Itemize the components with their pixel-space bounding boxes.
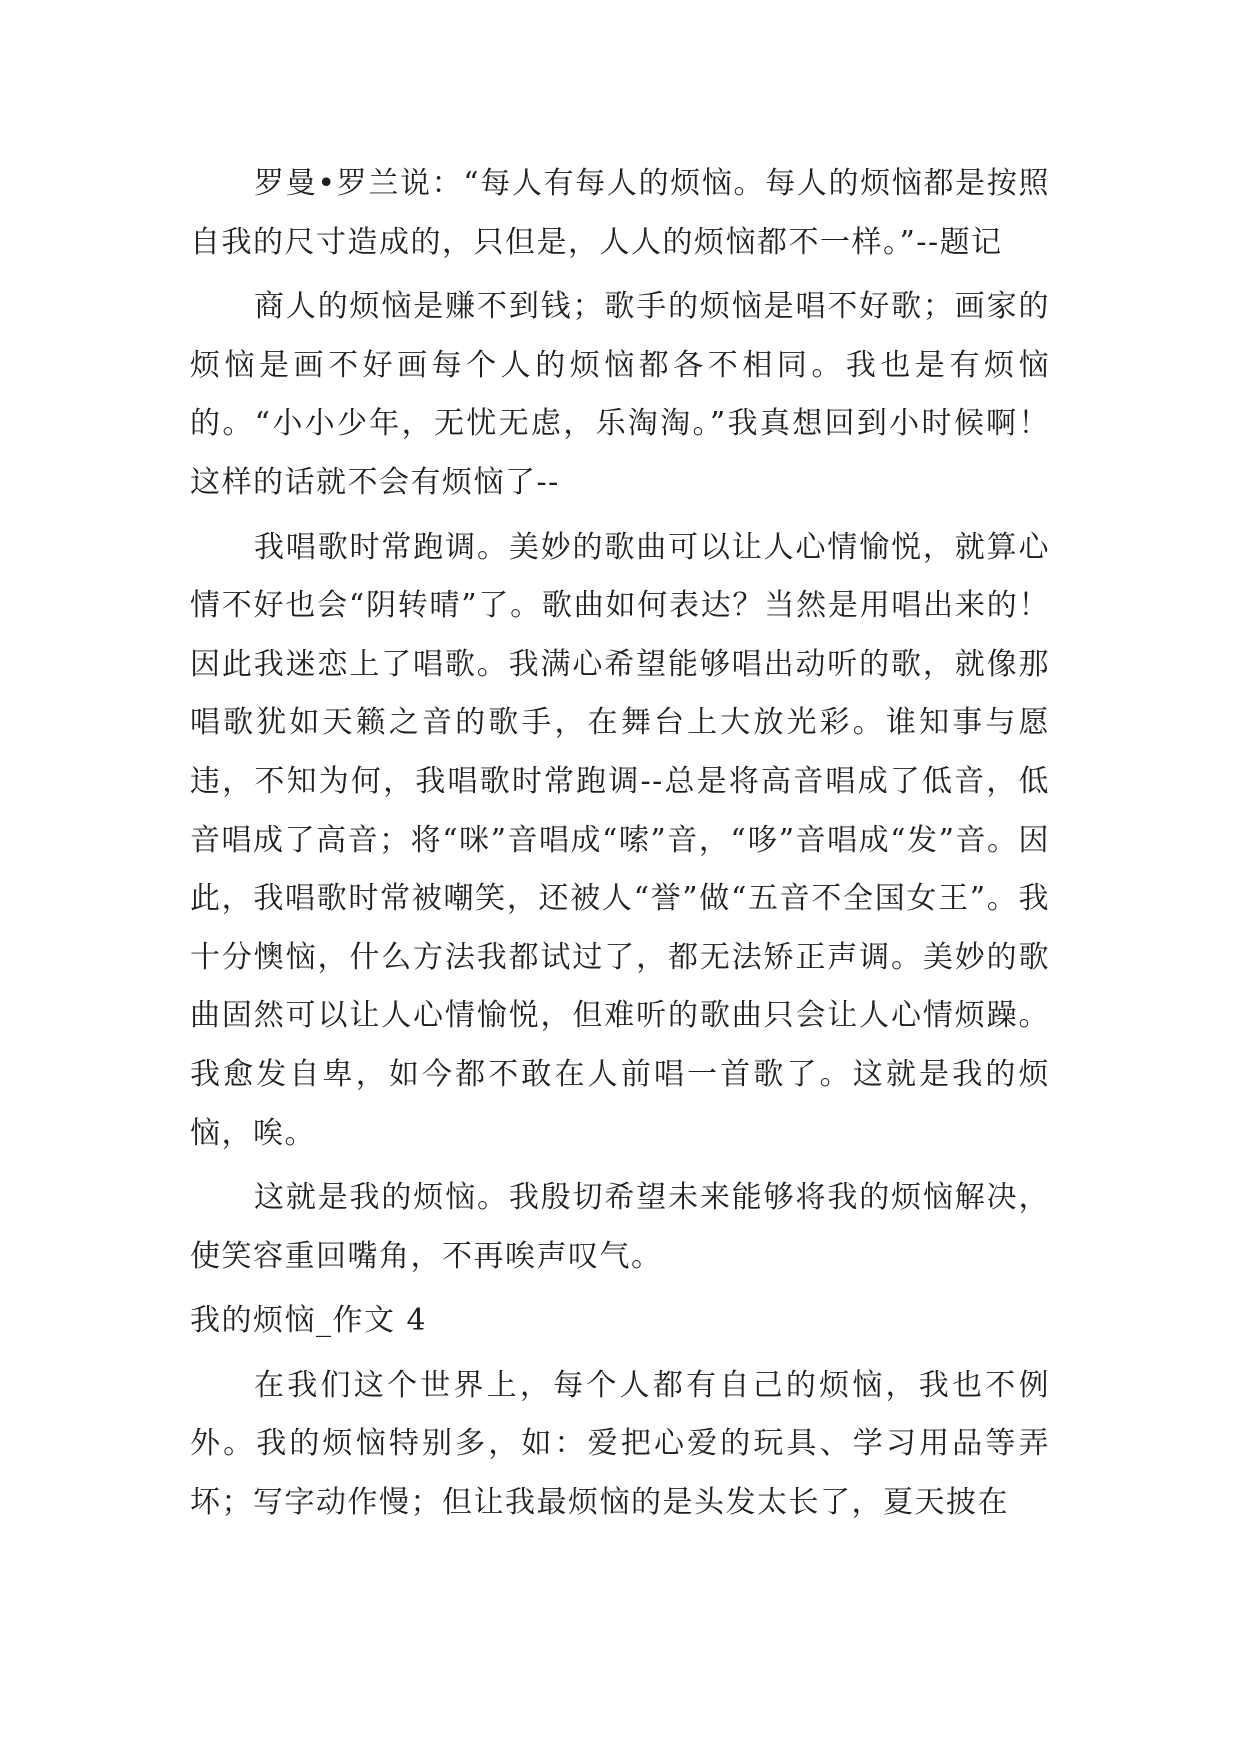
essay-heading: 我的烦恼_作文 4 [190, 1303, 428, 1339]
paragraph-intro: 商人的烦恼是赚不到钱；歌手的烦恼是唱不好歌；画家的烦恼是画不好画每个人的烦恼都各不相同。我也是有烦恼的。“小小少年，无忧无虑，乐淘淘。”我真想回到小时候啊！这样的话就不会有烦恼了-- [190, 289, 1050, 500]
paragraph-epigraph: 罗曼•罗兰说：“每人有每人的烦恼。每人的烦恼都是按照自我的尺寸造成的，只但是，人人的烦恼都不一样。”--题记 [190, 166, 1050, 260]
document-body [190, 155, 1050, 1539]
paragraph-essay-4-opening: 在我们这个世界上，每个人都有自己的烦恼，我也不例外。我的烦恼特别多，如：爱把心爱的玩具、学习用品等弄坏；写字动作慢；但让我最烦恼的是头发太长了，夏天披在 [190, 1367, 1050, 1521]
paragraph-conclusion: 这就是我的烦恼。我殷切希望未来能够将我的烦恼解决，使笑容重回嘴角，不再唉声叹气。 [190, 1180, 1050, 1274]
paragraph-singing: 我唱歌时常跑调。美妙的歌曲可以让人心情愉悦，就算心情不好也会“阴转晴”了。歌曲如何表达？当然是用唱出来的！因此我迷恋上了唱歌。我满心希望能够唱出动听的歌，就像那唱歌犹如天籁之音的歌手，在舞台上大放光彩。谁知事与愿违，不知为何，我唱歌时常跑调--总是将高音唱成了低音，低音唱成了高音；将“咪”音唱成“嗦”音，“哆”音唱成“发”音。因此，我唱歌时常被嘲笑，还被人“誉”做“五音不全国女王”。我十分懊恼，什么方法我都试过了，都无法矫正声调。美妙的歌曲固然可以让人心情愉悦，但难听的歌曲只会让人心情烦躁。我愈发自卑，如今都不敢在人前唱一首歌了。这就是我的烦恼，唉。 [190, 529, 1050, 1151]
